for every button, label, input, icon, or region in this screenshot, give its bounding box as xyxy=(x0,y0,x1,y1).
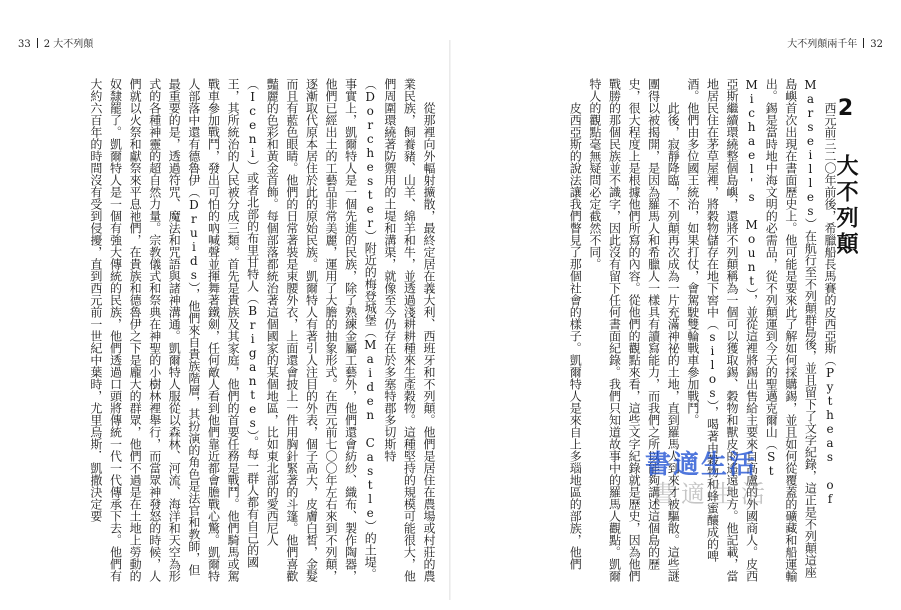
watermark-line1: 書適生活 xyxy=(645,450,758,480)
right-body-text xyxy=(509,78,839,583)
right-paragraph-3: 皮西亞斯的說法讓我們瞥見了那個社會的樣子。凱爾特人是來自上多瑙地區的部族，他們 xyxy=(568,102,583,570)
right-page-number: 32 xyxy=(870,39,883,50)
left-running-head: 2 大不列顛 xyxy=(43,39,94,50)
left-page-header xyxy=(18,35,93,50)
header-separator xyxy=(863,38,864,48)
watermark-line2: 書適生活 xyxy=(651,480,771,508)
right-paragraph-2: 此後，寂靜降臨，不列顛再次成為一片充滿神祕的土地，直到羅馬人到來才被驅散。這些謎團得以被揭開，是因為羅馬人和希臘人一樣具有讀寫能力，而我們之所以能夠講述這個島的歷史，很大程度上是根據他們所寫的內容。從他們的觀點來看，這些文字紀錄就是歷史，因為他們戰勝的那個民族並不識字，因此沒有留下任何書面紀錄。我們只知道故事中的羅馬人觀點。凱爾特人的觀點毫無疑問必定截然不同。 xyxy=(587,78,681,582)
right-page-header xyxy=(787,35,883,50)
right-page xyxy=(451,0,901,610)
right-running-head: 大不列顛兩千年 xyxy=(787,39,858,50)
right-paragraph-1: 西元前三二〇年前後，希臘船長馬賽的皮西亞斯（Pytheas of Marseilles）在航行至不列顛群島後，並且留下了文字紀錄，這正是不列顛這座島嶼首次出現在書面歷史上。他可能是要來此了解如何採購錫，並且如何從覆蓋的礦藏和船運輸出。錫是當時地中海文明的必需品，從不列顛運到今天的聖邁克爾山（St Michael's Mount），並從這裡將錫出售給主要來自高盧的外國商人。皮西亞斯繼續環繞整個島嶼，還將不列顛稱為一個可以獲取錫、穀物和獸皮的遙遠地方。他記載，當地居民住在茅草屋裡，將穀物儲存在地下窖中（silos），喝著由穀物和蜂蜜釀成的啤酒。他們由多位國王統治，如果打仗，會駕駛雙輪戰車參加戰鬥。 xyxy=(685,78,837,582)
left-paragraph: 從那裡向外輻射擴散，最終定居在義大利、西班牙和不列顛。他們是居住在農場或村莊的農業民族，飼養豬、山羊、綿羊和牛，並透過淺耕耕種來生產穀物。這種堅持的規模可能很大，他們周圍環繞著防禦用的土堤和溝渠，就像至今仍存在於多塞特郡多切斯特（Dorchester）附近的梅登城堡（Maiden Castle）的土堤。事實上，凱爾特人是一個先進的民族，除了熟練金屬工藝外，他們還會紡紗、織布、製作陶器，他們已經出土的工藝品非常美麗，運用了大膽的抽象形式。在西元前七〇〇年左右來到不列顛，逐漸取代原本居住於此的原始民族。凱爾特人有著引人注目的外表，個子高大，皮膚白皙，金髮而且有藍色眼睛。他們的日常著裝是束腰外衣，上面還會披上一件用胸針緊著的斗篷。他們喜歡豔麗的色彩和黃金首飾。每個部落都統治著這個國家的某個地區，比如東北部的愛西尼人（Iceni）或者北部的布里甘特人（Brigantes）。每一群人都有自己的國王，其所統治的人民被分成三類。首先是貴族及其家庭，他們的首要任務是戰鬥。他們騎馬或駕戰車參加戰鬥，發出可怕的吶喊聲並揮舞著鐵劍，任何敵人看到他們靠近都會膽戰心驚。凱爾特人部落中還有德魯伊（Druids），他們來自貴族階層，其扮演的角色是法官和教師，但最重要的是，透過符咒、魔法和咒語與諸神溝通。凱爾特人服從以森林、河流、海洋和天空為形式的各種神靈的超自然力量。宗教儀式和祭典在神聖的小樹林裡舉行，而當眾神發怒的時候，人們就以火祭和獻祭來平息祂們，在貴族和德魯伊之下是龐大的群眾，他們不過是在土地上勞動的奴隸罷了。凱爾特人是一個有強大傳統的民族，他們透過口頭將傳統一代一代傳承下去。他們有大約六百年的時間沒有受到侵擾，直到西元前一世紀中葉時，尤里烏斯．凱撒決定要 xyxy=(88,78,436,582)
chapter-title: 2 大不列顛 xyxy=(833,96,858,258)
header-separator xyxy=(37,38,38,48)
left-page xyxy=(0,0,450,610)
left-body-text xyxy=(12,78,438,583)
left-page-number: 33 xyxy=(18,39,31,50)
